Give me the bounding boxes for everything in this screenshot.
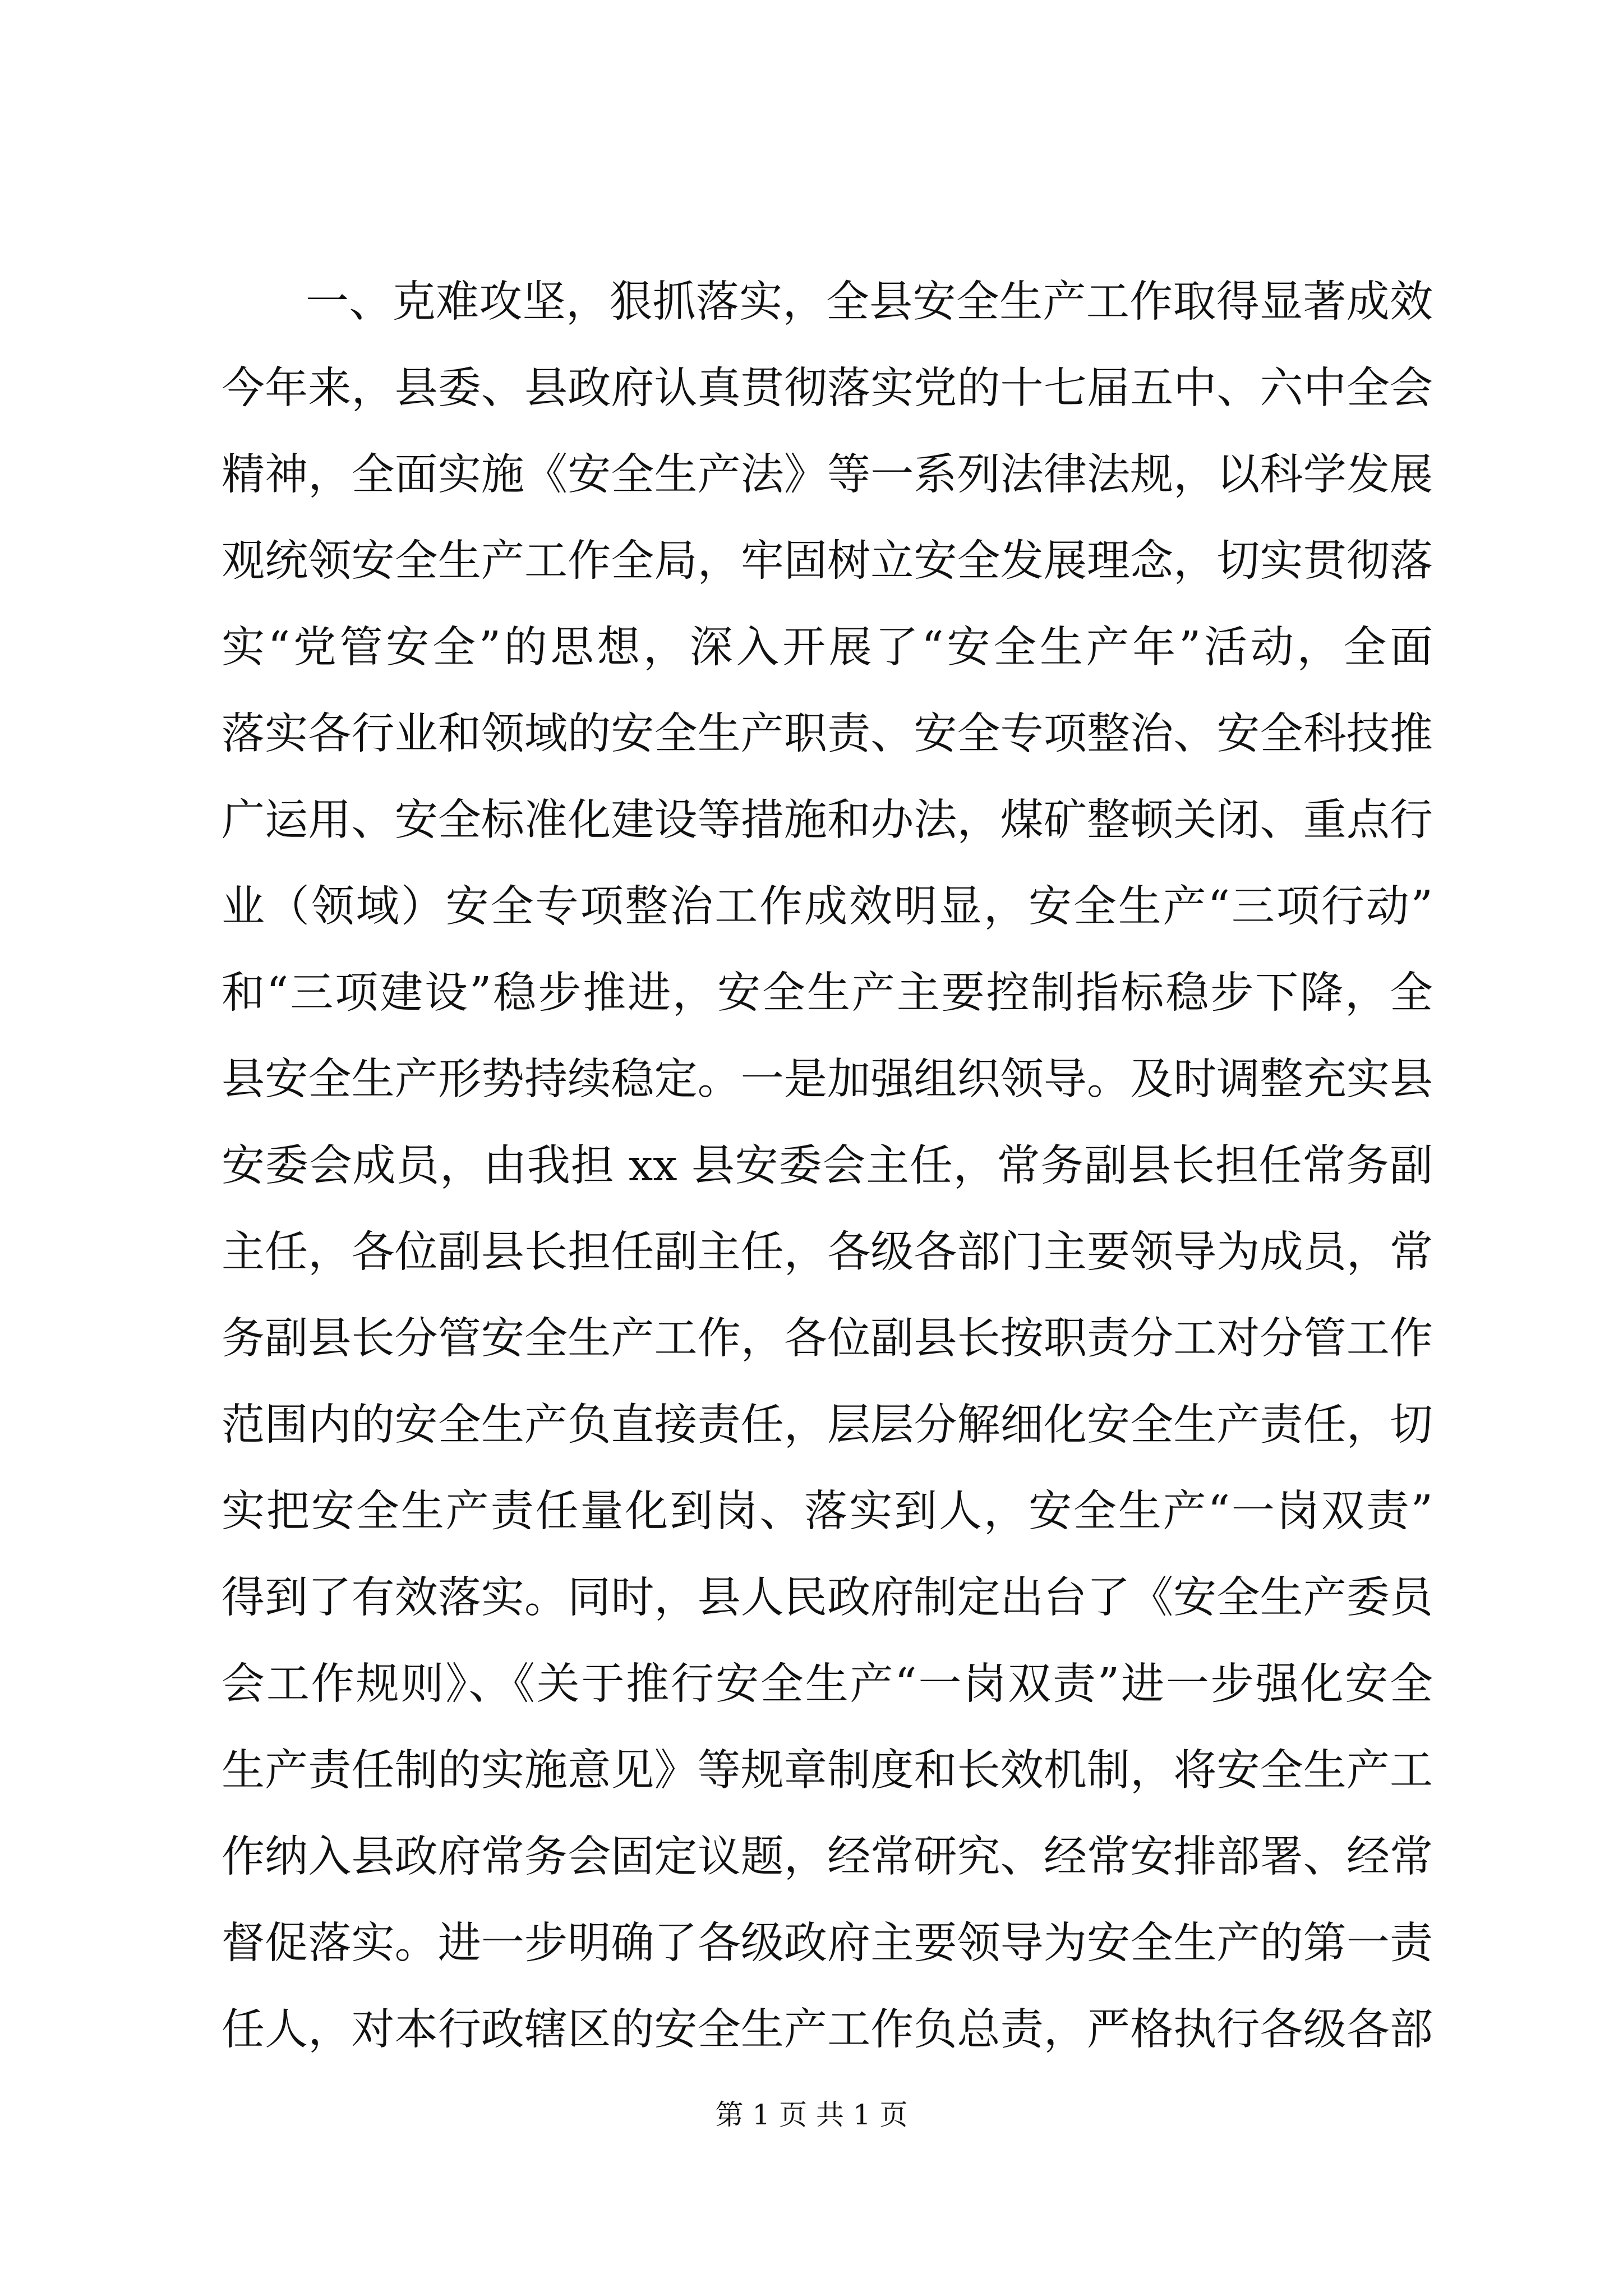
text-line: 安委会成员，由我担 xx 县安委会主任，常务副县长担任常务副 — [222, 1141, 1433, 1191]
text-line: 主任，各位副县长担任副主任，各级各部门主要领导为成员，常 — [222, 1227, 1433, 1277]
page-number-footer: 第 1 页 共 1 页 — [715, 2099, 908, 2131]
text-line: 观统领安全生产工作全局，牢固树立安全发展理念，切实贯彻落 — [222, 536, 1433, 586]
text-line: 会工作规则》、《关于推行安全生产“一岗双责”进一步强化安全 — [222, 1659, 1433, 1709]
text-line: 作纳入县政府常务会固定议题，经常研究、经常安排部署、经常 — [222, 1832, 1433, 1882]
text-line: 督促落实。进一步明确了各级政府主要领导为安全生产的第一责 — [222, 1918, 1433, 1968]
text-line: 得到了有效落实。同时，县人民政府制定出台了《安全生产委员 — [222, 1573, 1433, 1623]
text-line: 广运用、安全标准化建设等措施和办法，煤矿整顿关闭、重点行 — [222, 795, 1433, 845]
text-line: 落实各行业和领域的安全生产职责、安全专项整治、安全科技推 — [222, 709, 1433, 759]
text-line: 一、克难攻坚，狠抓落实，全县安全生产工作取得显著成效 — [306, 277, 1433, 327]
text-line: 县安全生产形势持续稳定。一是加强组织领导。及时调整充实县 — [222, 1055, 1433, 1105]
text-line: 实“党管安全”的思想，深入开展了“安全生产年”活动，全面 — [222, 623, 1433, 673]
text-line: 务副县长分管安全生产工作，各位副县长按职责分工对分管工作 — [222, 1314, 1433, 1364]
text-line: 今年来，县委、县政府认真贯彻落实党的十七届五中、六中全会 — [222, 364, 1433, 413]
text-line: 和“三项建设”稳步推进，安全生产主要控制指标稳步下降，全 — [222, 968, 1433, 1018]
text-line: 实把安全生产责任量化到岗、落实到人，安全生产“一岗双责” — [222, 1487, 1433, 1536]
text-line: 任人，对本行政辖区的安全生产工作负总责，严格执行各级各部 — [222, 2005, 1433, 2055]
text-line: 精神，全面实施《安全生产法》等一系列法律法规，以科学发展 — [222, 450, 1433, 500]
text-line: 生产责任制的实施意见》等规章制度和长效机制，将安全生产工 — [222, 1746, 1433, 1796]
text-line: 范围内的安全生产负直接责任，层层分解细化安全生产责任，切 — [222, 1400, 1433, 1450]
body-paragraph — [222, 259, 1433, 2073]
text-line: 业（领域）安全专项整治工作成效明显，安全生产“三项行动” — [222, 882, 1433, 932]
